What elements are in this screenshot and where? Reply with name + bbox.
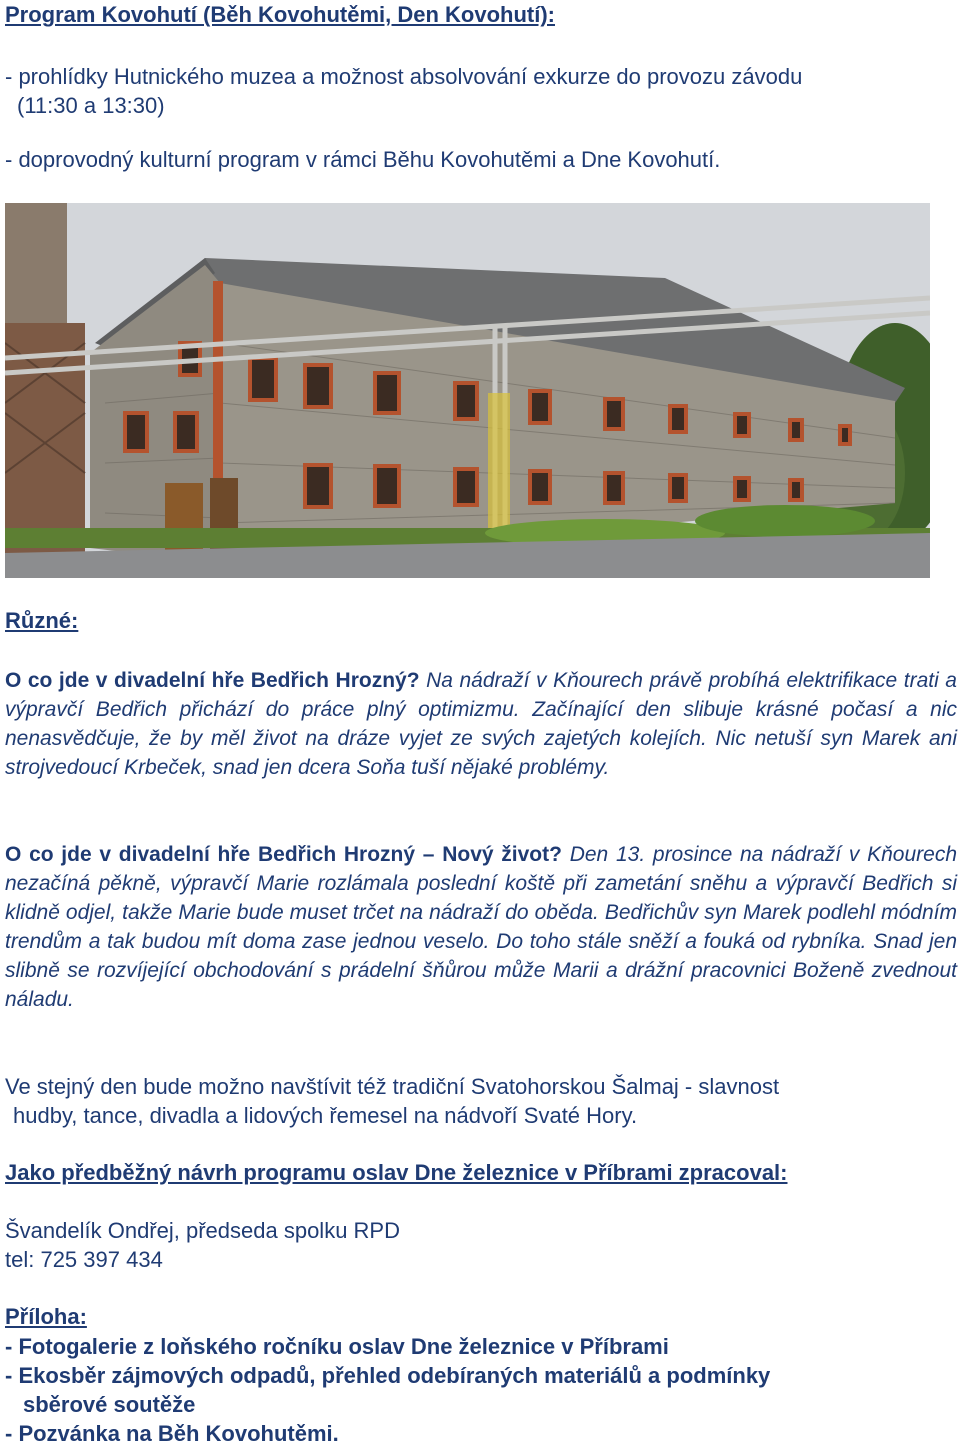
section-heading-program: Program Kovohutí (Běh Kovohutěmi, Den Kovohutí): [5,2,555,27]
photo-pole-stripes [488,393,510,533]
play-text-2: Den 13. prosince na nádraží v Kňourech nezačíná pěkně, výpravčí Marie rozlámala poslední koště při zametání sněhu a výpravčí Bedřich si klidně odjel, takže Marie bude muset trčet na nádraží do oběda. Bedřichův syn Marek podlehl módním trendům a tak budou mít doma zase jednou veselo. Do toho stále sněží a fouká od rybníka. Snad jen slibně se rozvíjející obchodování s prádelní šňůrou může Marii a drážní pracovnici Boženě zvednout náladu. [5,843,957,1011]
section-heading-prepared-by: Jako předběžný návrh programu oslav Dne železnice v Příbrami zpracoval: [5,1160,788,1185]
play-question-1: O co jde v divadelní hře Bedřich Hrozný? [5,669,420,692]
attachments-list [5,1332,955,1448]
play-question-2: O co jde v divadelní hře Bedřich Hrozný – Nový život? [5,843,562,866]
contact-block [5,1216,400,1274]
salmaj-line1: Ve stejný den bude možno navštívit též tradiční Svatohorskou Šalmaj - slavnost [5,1074,780,1099]
program-item-tours-line2: (11:30 a 13:30) [17,93,165,118]
attachment-item: - Pozvánka na Běh Kovohutěmi. [5,1421,339,1446]
program-item-tours [5,62,945,120]
attachment-item: - Ekosběr zájmových odpadů, přehled odebíraných materiálů a podmínky [5,1363,771,1388]
play-text-1: Na nádraží v Kňourech právě probíhá elektrifikace trati a výpravčí Bedřich přichází do práce plný optimizmu. Začínající den slibuje krásné počasí a nic nenasvědčuje, že by měl život na dráze vyjet ze svých zajetých kolejích. Nic netuší syn Marek ani strojvedoucí Krbeček, snad jen dcera Soňa tuší nějaké problémy. [5,669,957,779]
program-item-culture: - doprovodný kulturní program v rámci Běhu Kovohutěmi a Dne Kovohutí. [5,147,721,172]
building-photo [5,203,930,578]
program-item-tours-line1: - prohlídky Hutnického muzea a možnost absolvování exkurze do provozu závodu [5,64,803,89]
salmaj-paragraph [5,1072,955,1130]
building-photo-illustration [5,203,930,578]
author-name: Švandelík Ondřej, předseda spolku RPD [5,1218,400,1243]
attachment-item-continuation: sběrové soutěže [23,1392,196,1417]
attachment-item: - Fotogalerie z loňského ročníku oslav Dne železnice v Příbrami [5,1334,669,1359]
play-description-2 [5,840,957,1014]
section-heading-misc: Různé: [5,608,79,633]
section-heading-attachments: Příloha: [5,1304,87,1329]
salmaj-line2: hudby, tance, divadla a lidových řemesel na nádvoří Svaté Hory. [13,1103,638,1128]
author-phone: tel: 725 397 434 [5,1247,163,1272]
play-description-1 [5,666,957,782]
